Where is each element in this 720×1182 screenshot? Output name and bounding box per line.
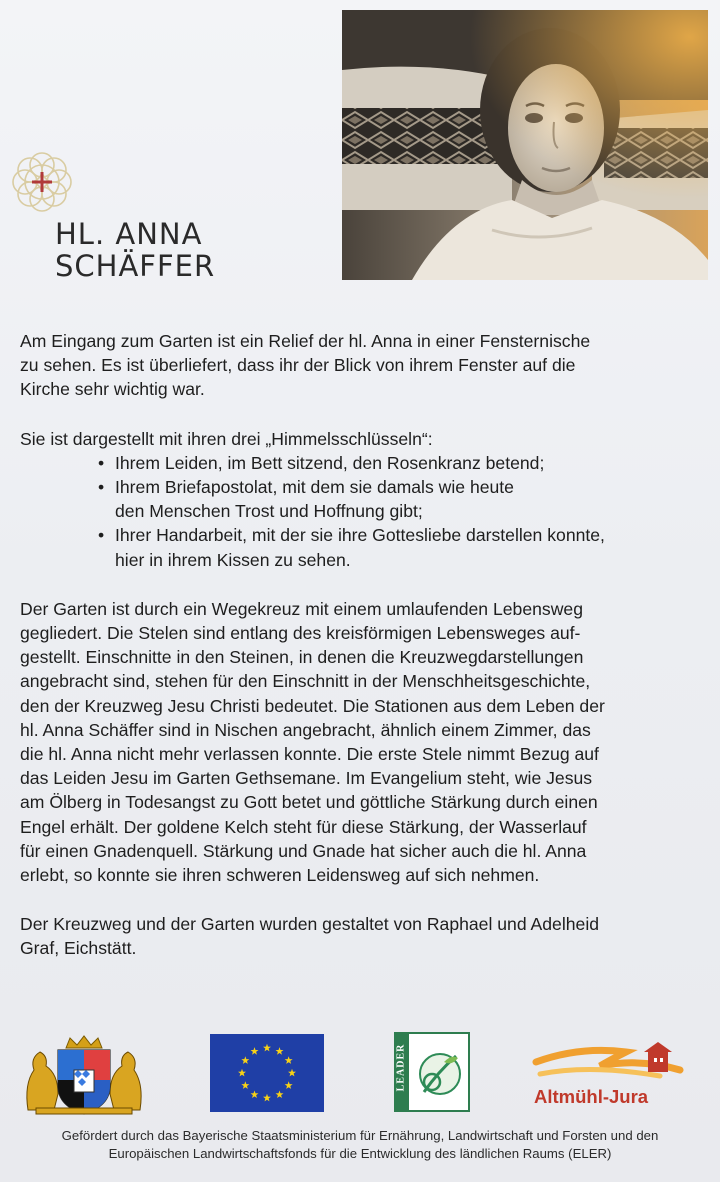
bavarian-coat-of-arms-icon	[20, 1034, 148, 1116]
eu-flag-icon	[210, 1034, 324, 1112]
list-item	[96, 451, 704, 475]
text-line: die hl. Anna nicht mehr verlassen konnte. Die erste Stele nimmt Bezug auf	[20, 744, 599, 765]
text-line: erlebt, so konnte sie ihren schweren Leidensweg auf sich nehmen.	[20, 865, 540, 886]
text-line: Engel erhält. Der goldene Kelch steht für diese Stärkung, der Wasserlauf	[20, 816, 587, 837]
text-line: Sie ist dargestellt mit ihren drei „Himmelsschlüsseln“:	[20, 428, 433, 449]
body-text	[20, 329, 704, 961]
credits-paragraph	[20, 912, 704, 960]
text-line: Am Eingang zum Garten ist ein Relief der hl. Anna in einer Fensternische	[20, 331, 591, 351]
keys-list	[20, 451, 704, 572]
text-line: angebracht sind, stehen für den Einschnitt in der Menschheitsgeschichte,	[20, 671, 591, 692]
keys-intro	[20, 427, 704, 451]
title-line-2: SCHÄFFER	[55, 249, 216, 283]
text-line: Graf, Eichstätt.	[20, 938, 137, 959]
text-line: am Ölberg in Todesangst zu Gott betet und göttliche Stärkung durch einen	[20, 792, 598, 813]
text-line: Der Garten ist durch ein Wegekreuz mit einem umlaufenden Lebensweg	[20, 598, 583, 619]
sponsor-logos	[0, 1030, 720, 1120]
text-line: • Ihrem Leiden, im Bett sitzend, den Rosenkranz betend;	[115, 452, 545, 473]
altmuehl-jura-label: Altmühl-Jura	[534, 1086, 649, 1107]
text-line: den der Kreuzweg Jesu Christi bedeutet. Die Stationen aus dem Leben der	[20, 695, 605, 716]
intro-paragraph	[20, 329, 704, 402]
page-title	[55, 218, 215, 282]
funding-line-1: Gefördert durch das Bayerische Staatsministerium für Ernährung, Landwirtschaft und Forsten und den	[61, 1128, 659, 1143]
text-line: Kirche sehr wichtig war.	[20, 379, 205, 400]
text-line: • Ihrer Handarbeit, mit der sie ihre Gottesliebe darstellen konnte,	[115, 525, 605, 546]
garden-paragraph	[20, 597, 704, 887]
text-line: gestellt. Einschnitte in den Steinen, in denen die Kreuzwegdarstellungen	[20, 647, 584, 668]
text-line: das Leiden Jesu im Garten Gethsemane. Im Evangelium steht, wie Jesus	[20, 768, 593, 789]
title-line-1: HL. ANNA	[55, 217, 203, 251]
text-line: gegliedert. Die Stelen sind entlang des kreisförmigen Lebensweges auf-	[20, 623, 581, 644]
text-line: hl. Anna Schäffer sind in Nischen angebracht, ähnlich einem Zimmer, das	[20, 719, 591, 740]
funding-line-2: Europäischen Landwirtschaftsfonds für die Entwicklung des ländlichen Raums (ELER)	[108, 1146, 612, 1161]
text-line: • Ihrem Briefapostolat, mit dem sie damals wie heute	[115, 477, 514, 498]
altmuehl-jura-logo	[530, 1040, 700, 1112]
cross-rosette-icon	[8, 148, 76, 216]
text-line: Der Kreuzweg und der Garten wurden gestaltet von Raphael und Adelheid	[20, 914, 600, 935]
leader-logo	[394, 1032, 470, 1112]
text-line: zu sehen. Es ist überliefert, dass ihr der Blick von ihrem Fenster auf die	[20, 355, 576, 376]
list-item	[96, 523, 704, 571]
text-line: hier in ihrem Kissen zu sehen.	[115, 549, 351, 570]
text-line: für einen Gnadenquell. Stärkung und Gnade hat sicher auch die hl. Anna	[20, 840, 587, 861]
leader-label: LEADER	[395, 1043, 407, 1092]
text-line: den Menschen Trost und Hoffnung gibt;	[115, 501, 423, 522]
portrait-photo	[342, 10, 708, 280]
funding-notice	[0, 1127, 720, 1163]
list-item	[96, 475, 704, 523]
